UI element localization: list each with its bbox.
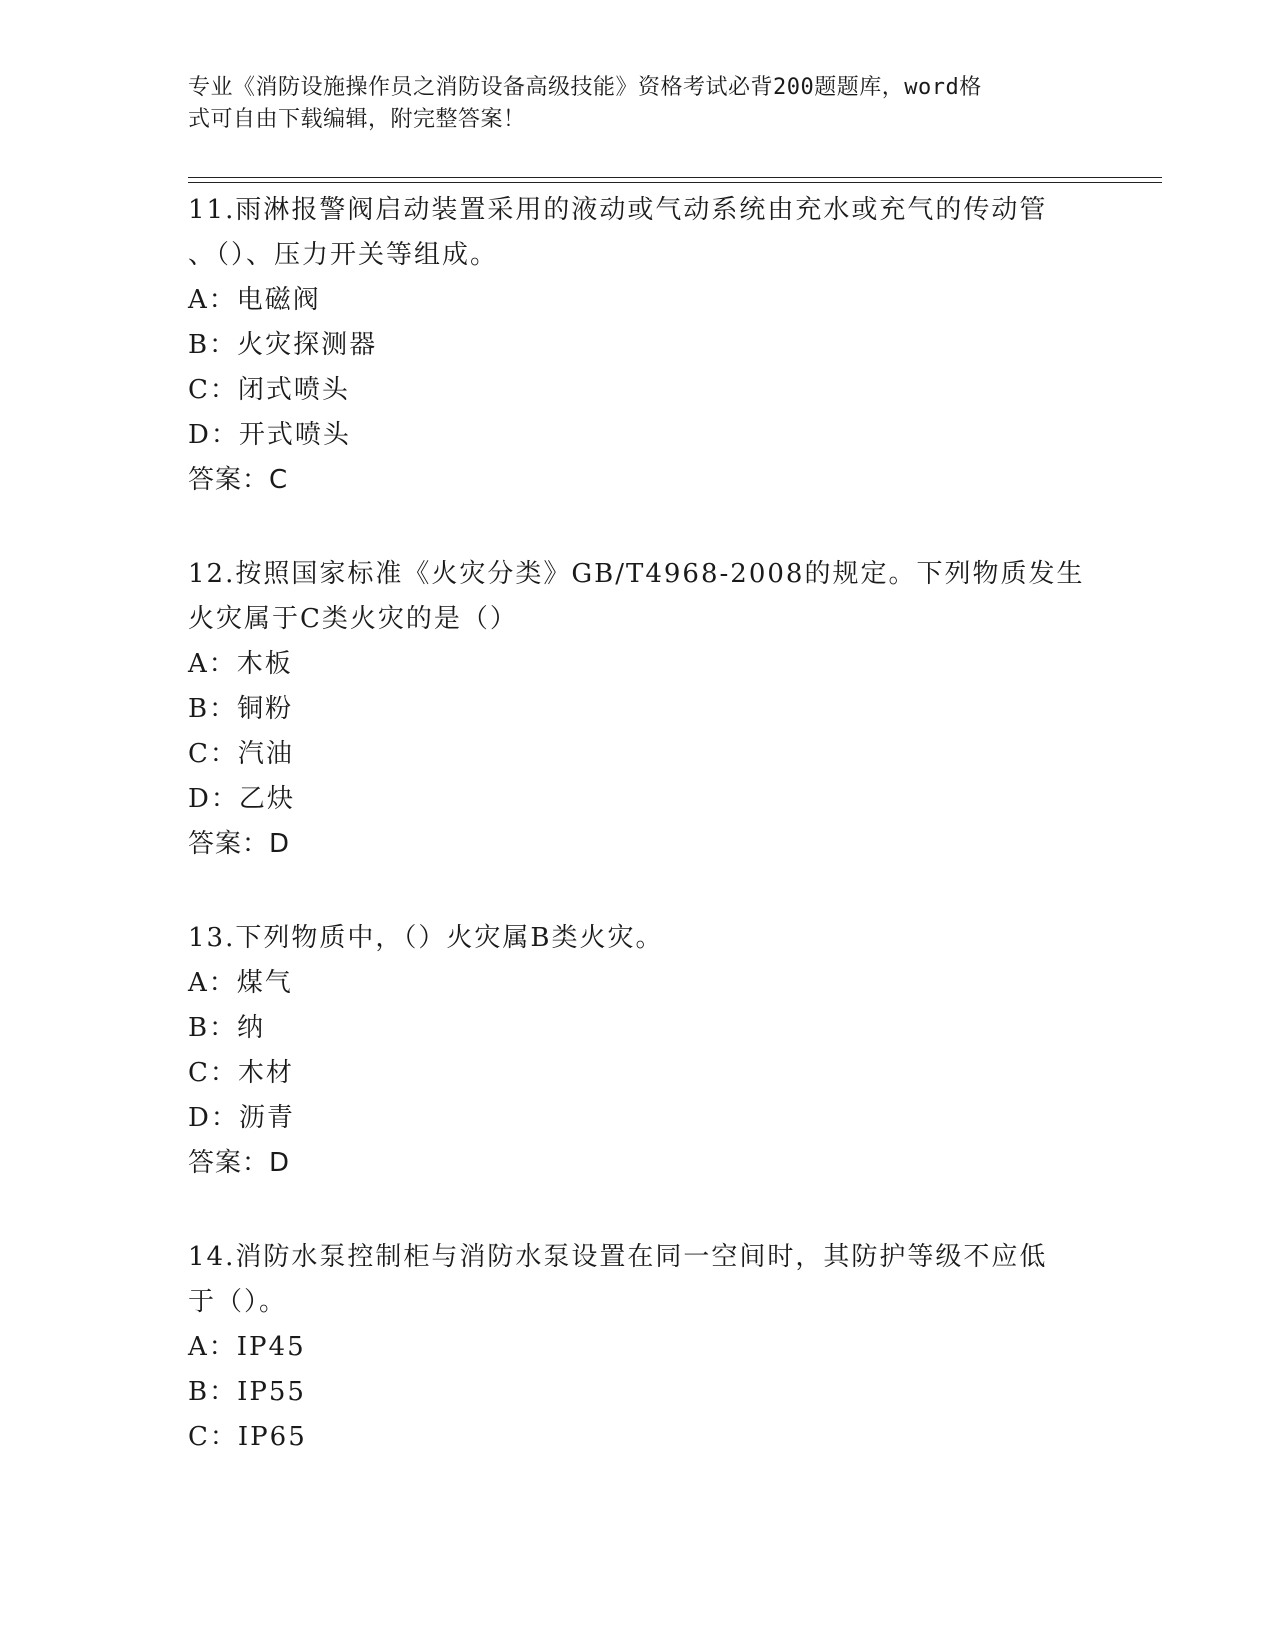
option-a: A：电磁阀 xyxy=(188,285,321,315)
answer-line: 答案：D xyxy=(188,1148,291,1178)
question-13 xyxy=(188,916,1088,1186)
question-11 xyxy=(188,188,1088,503)
answer-line: 答案：C xyxy=(188,465,289,495)
option-a: A：煤气 xyxy=(188,968,293,998)
option-d: D：乙炔 xyxy=(188,784,295,814)
question-stem-line-1: 13.下列物质中，（）火灾属B类火灾。 xyxy=(188,923,664,953)
option-a: A：IP45 xyxy=(188,1332,306,1362)
option-b: B：纳 xyxy=(188,1013,266,1043)
option-d: D：沥青 xyxy=(188,1103,295,1133)
header-divider-top xyxy=(188,177,1162,178)
option-c: C：木材 xyxy=(188,1058,294,1088)
question-stem-line-1: 12.按照国家标准《火灾分类》GB/T4968-2008的规定。下列物质发生 xyxy=(188,559,1085,589)
option-c: C：汽油 xyxy=(188,739,294,769)
header-line-2: 式可自由下载编辑，附完整答案！ xyxy=(188,107,526,132)
question-stem-line-2: 火灾属于C类火灾的是（） xyxy=(188,604,518,634)
question-stem-line-2: 于（）。 xyxy=(188,1287,288,1317)
header-divider-bottom xyxy=(188,182,1162,183)
option-a: A：木板 xyxy=(188,649,293,679)
option-c: C：IP65 xyxy=(188,1422,307,1452)
document-header xyxy=(188,72,1068,136)
option-b: B：IP55 xyxy=(188,1377,306,1407)
header-line-1: 专业《消防设施操作员之消防设备高级技能》资格考试必背200题题库，word格 xyxy=(188,75,982,100)
answer-line: 答案：D xyxy=(188,829,291,859)
option-c: C：闭式喷头 xyxy=(188,375,350,405)
option-b: B：火灾探测器 xyxy=(188,330,378,360)
option-b: B：铜粉 xyxy=(188,694,294,724)
option-d: D：开式喷头 xyxy=(188,420,351,450)
question-12 xyxy=(188,552,1088,867)
question-stem-line-1: 14.消防水泵控制柜与消防水泵设置在同一空间时，其防护等级不应低 xyxy=(188,1242,1048,1272)
question-stem-line-2: 、（）、压力开关等组成。 xyxy=(188,240,499,270)
question-stem-line-1: 11.雨淋报警阀启动装置采用的液动或气动系统由充水或充气的传动管 xyxy=(188,195,1048,225)
question-14 xyxy=(188,1235,1088,1460)
